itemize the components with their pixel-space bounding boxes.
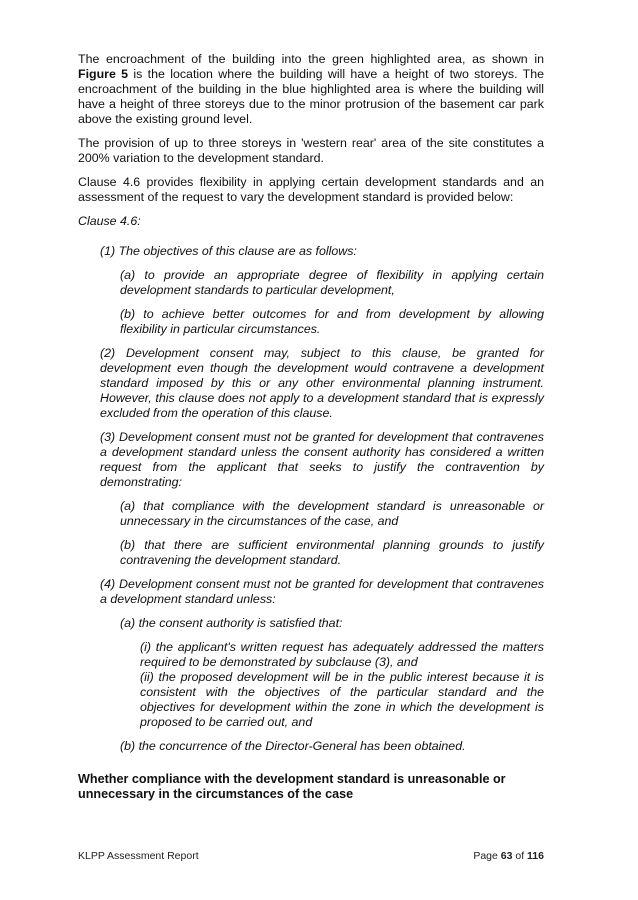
section-heading: Whether compliance with the development standard is unreasonable or unnecessary in the circumstances of the case (78, 772, 506, 801)
report-title: KLPP Assessment Report (78, 850, 199, 862)
clause-3: (3) Development consent must not be granted for development that contravenes a development standard unless the consent authority has considered a written request from the applicant that seeks to justify the contravention by demonstrating: (100, 430, 544, 489)
clause-2: (2) Development consent may, subject to this clause, be granted for development even though the development would contravene a development standard imposed by this or any other environmental planning instrument. However, this clause does not apply to a development standard that is expressly excluded from the operation of this clause. (100, 346, 544, 420)
clause-4: (4) Development consent must not be granted for development that contravenes a development standard unless: (100, 577, 544, 606)
paragraph-clause-intro: Clause 4.6 provides flexibility in applying certain development standards and an assessment of the request to vary the development standard is provided below: (78, 175, 544, 204)
clause-3b: (b) that there are sufficient environmental planning grounds to justify contravening the development standard. (120, 538, 544, 567)
clause-3a: (a) that compliance with the development standard is unreasonable or unnecessary in the circumstances of the case, and (120, 499, 544, 528)
clause-1a: (a) to provide an appropriate degree of flexibility in applying certain development standards to particular development, (120, 268, 544, 297)
clause-1: (1) The objectives of this clause are as follows: (100, 244, 357, 258)
clause-4a-i: (i) the applicant's written request has adequately addressed the matters required to be demonstrated by subclause (3), and (140, 640, 544, 669)
clause-1b: (b) to achieve better outcomes for and from development by allowing flexibility in particular circumstances. (120, 307, 544, 336)
paragraph-variation: The provision of up to three storeys in 'western rear' area of the site constitutes a 200% variation to the development standard. (78, 136, 544, 165)
clause-4a: (a) the consent authority is satisfied that: (120, 616, 343, 630)
paragraph-encroachment: The encroachment of the building into the green highlighted area, as shown in Figure 5 is the location where the building will have a height of two storeys. The encroachment of the building in the blue highlighted area is where the building will have a height of three storeys due to the minor protrusion of the basement car park above the existing ground level. (78, 52, 544, 126)
clause-4b: (b) the concurrence of the Director-General has been obtained. (120, 739, 466, 753)
clause-4a-ii: (ii) the proposed development will be in the public interest because it is consistent with the objectives of the particular standard and the objectives for development within the zone in which the development is proposed to be carried out, and (140, 670, 544, 729)
page-number: Page 63 of 116 (473, 850, 544, 862)
document-body (78, 52, 544, 802)
figure-reference: Figure 5 (78, 67, 129, 81)
page-footer (78, 850, 544, 862)
clause-label: Clause 4.6: (78, 214, 141, 228)
